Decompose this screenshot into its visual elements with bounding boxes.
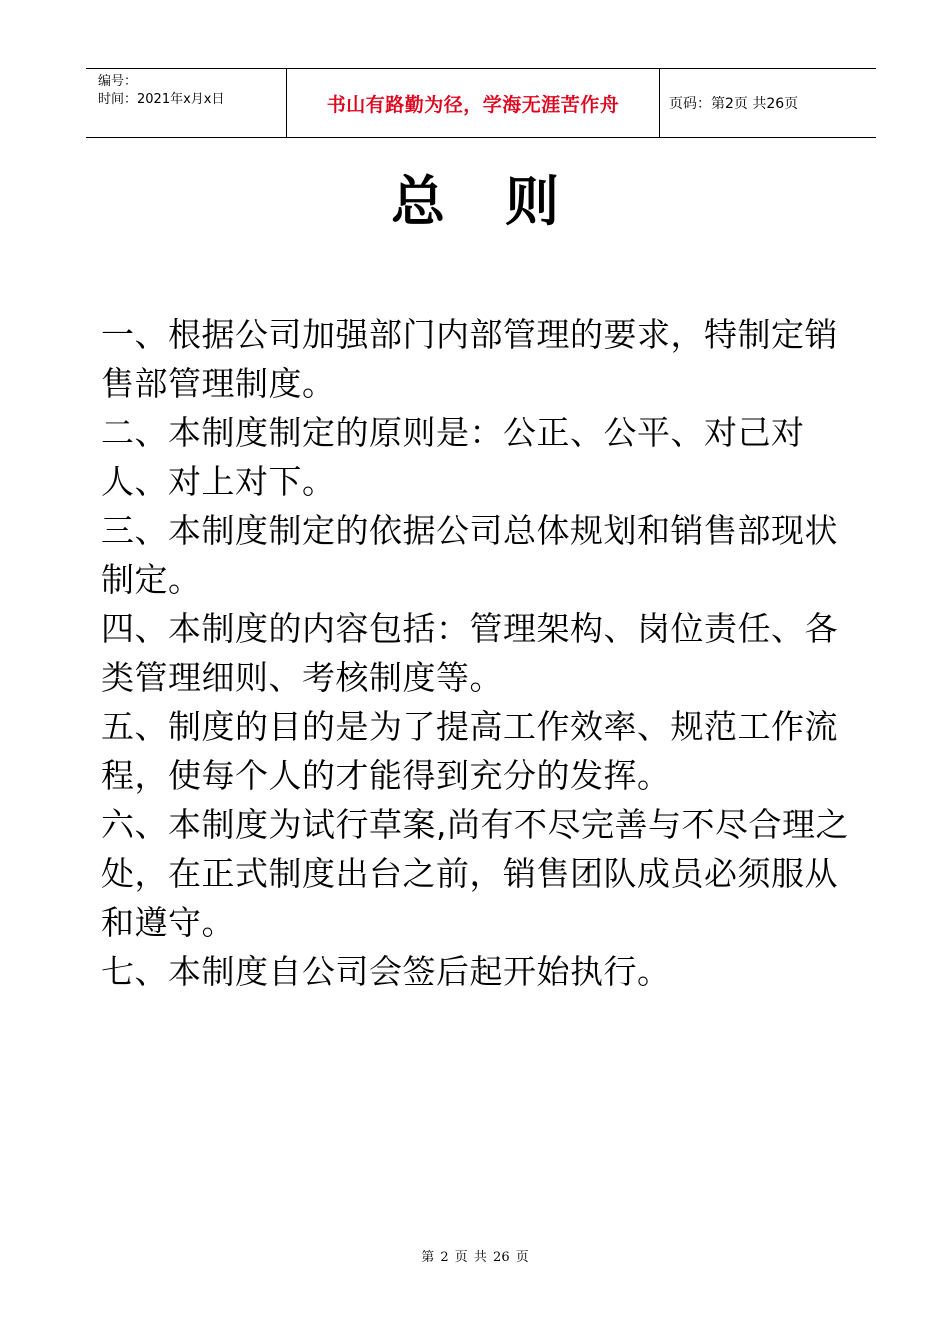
document-number-label: 编号： [98,74,138,89]
header-meta-cell [86,69,287,137]
paragraph-6: 六、本制度为试行草案,尚有不尽完善与不尽合理之处，在正式制度出台之前，销售团队成员必须服从和遵守。 [101,805,849,942]
header-page-info: 页码：第2页 共26页 [669,96,799,112]
header-page-cell [660,69,876,137]
document-title: 总则 [391,169,619,233]
paragraph-2: 二、本制度制定的原则是：公正、公平、对己对人、对上对下。 [101,413,805,501]
header-motto-cell [287,69,660,137]
page-header [86,68,876,138]
header-motto: 书山有路勤为径，学海无涯苦作舟 [326,93,620,116]
paragraph-7: 七、本制度自公司会签后起开始执行。 [101,952,671,991]
paragraph-3: 三、本制度制定的依据公司总体规划和销售部现状制定。 [101,511,838,599]
paragraph-1: 一、根据公司加强部门内部管理的要求，特制定销售部管理制度。 [101,315,838,403]
paragraph-5: 五、制度的目的是为了提高工作效率、规范工作流程，使每个人的才能得到充分的发挥。 [101,707,838,795]
document-time-label: 时间：2021年x月x日 [98,92,225,107]
paragraph-4: 四、本制度的内容包括：管理架构、岗位责任、各类管理细则、考核制度等。 [101,609,838,697]
page-footer: 第 2 页 共 26 页 [421,1250,529,1265]
document-body [101,310,861,996]
